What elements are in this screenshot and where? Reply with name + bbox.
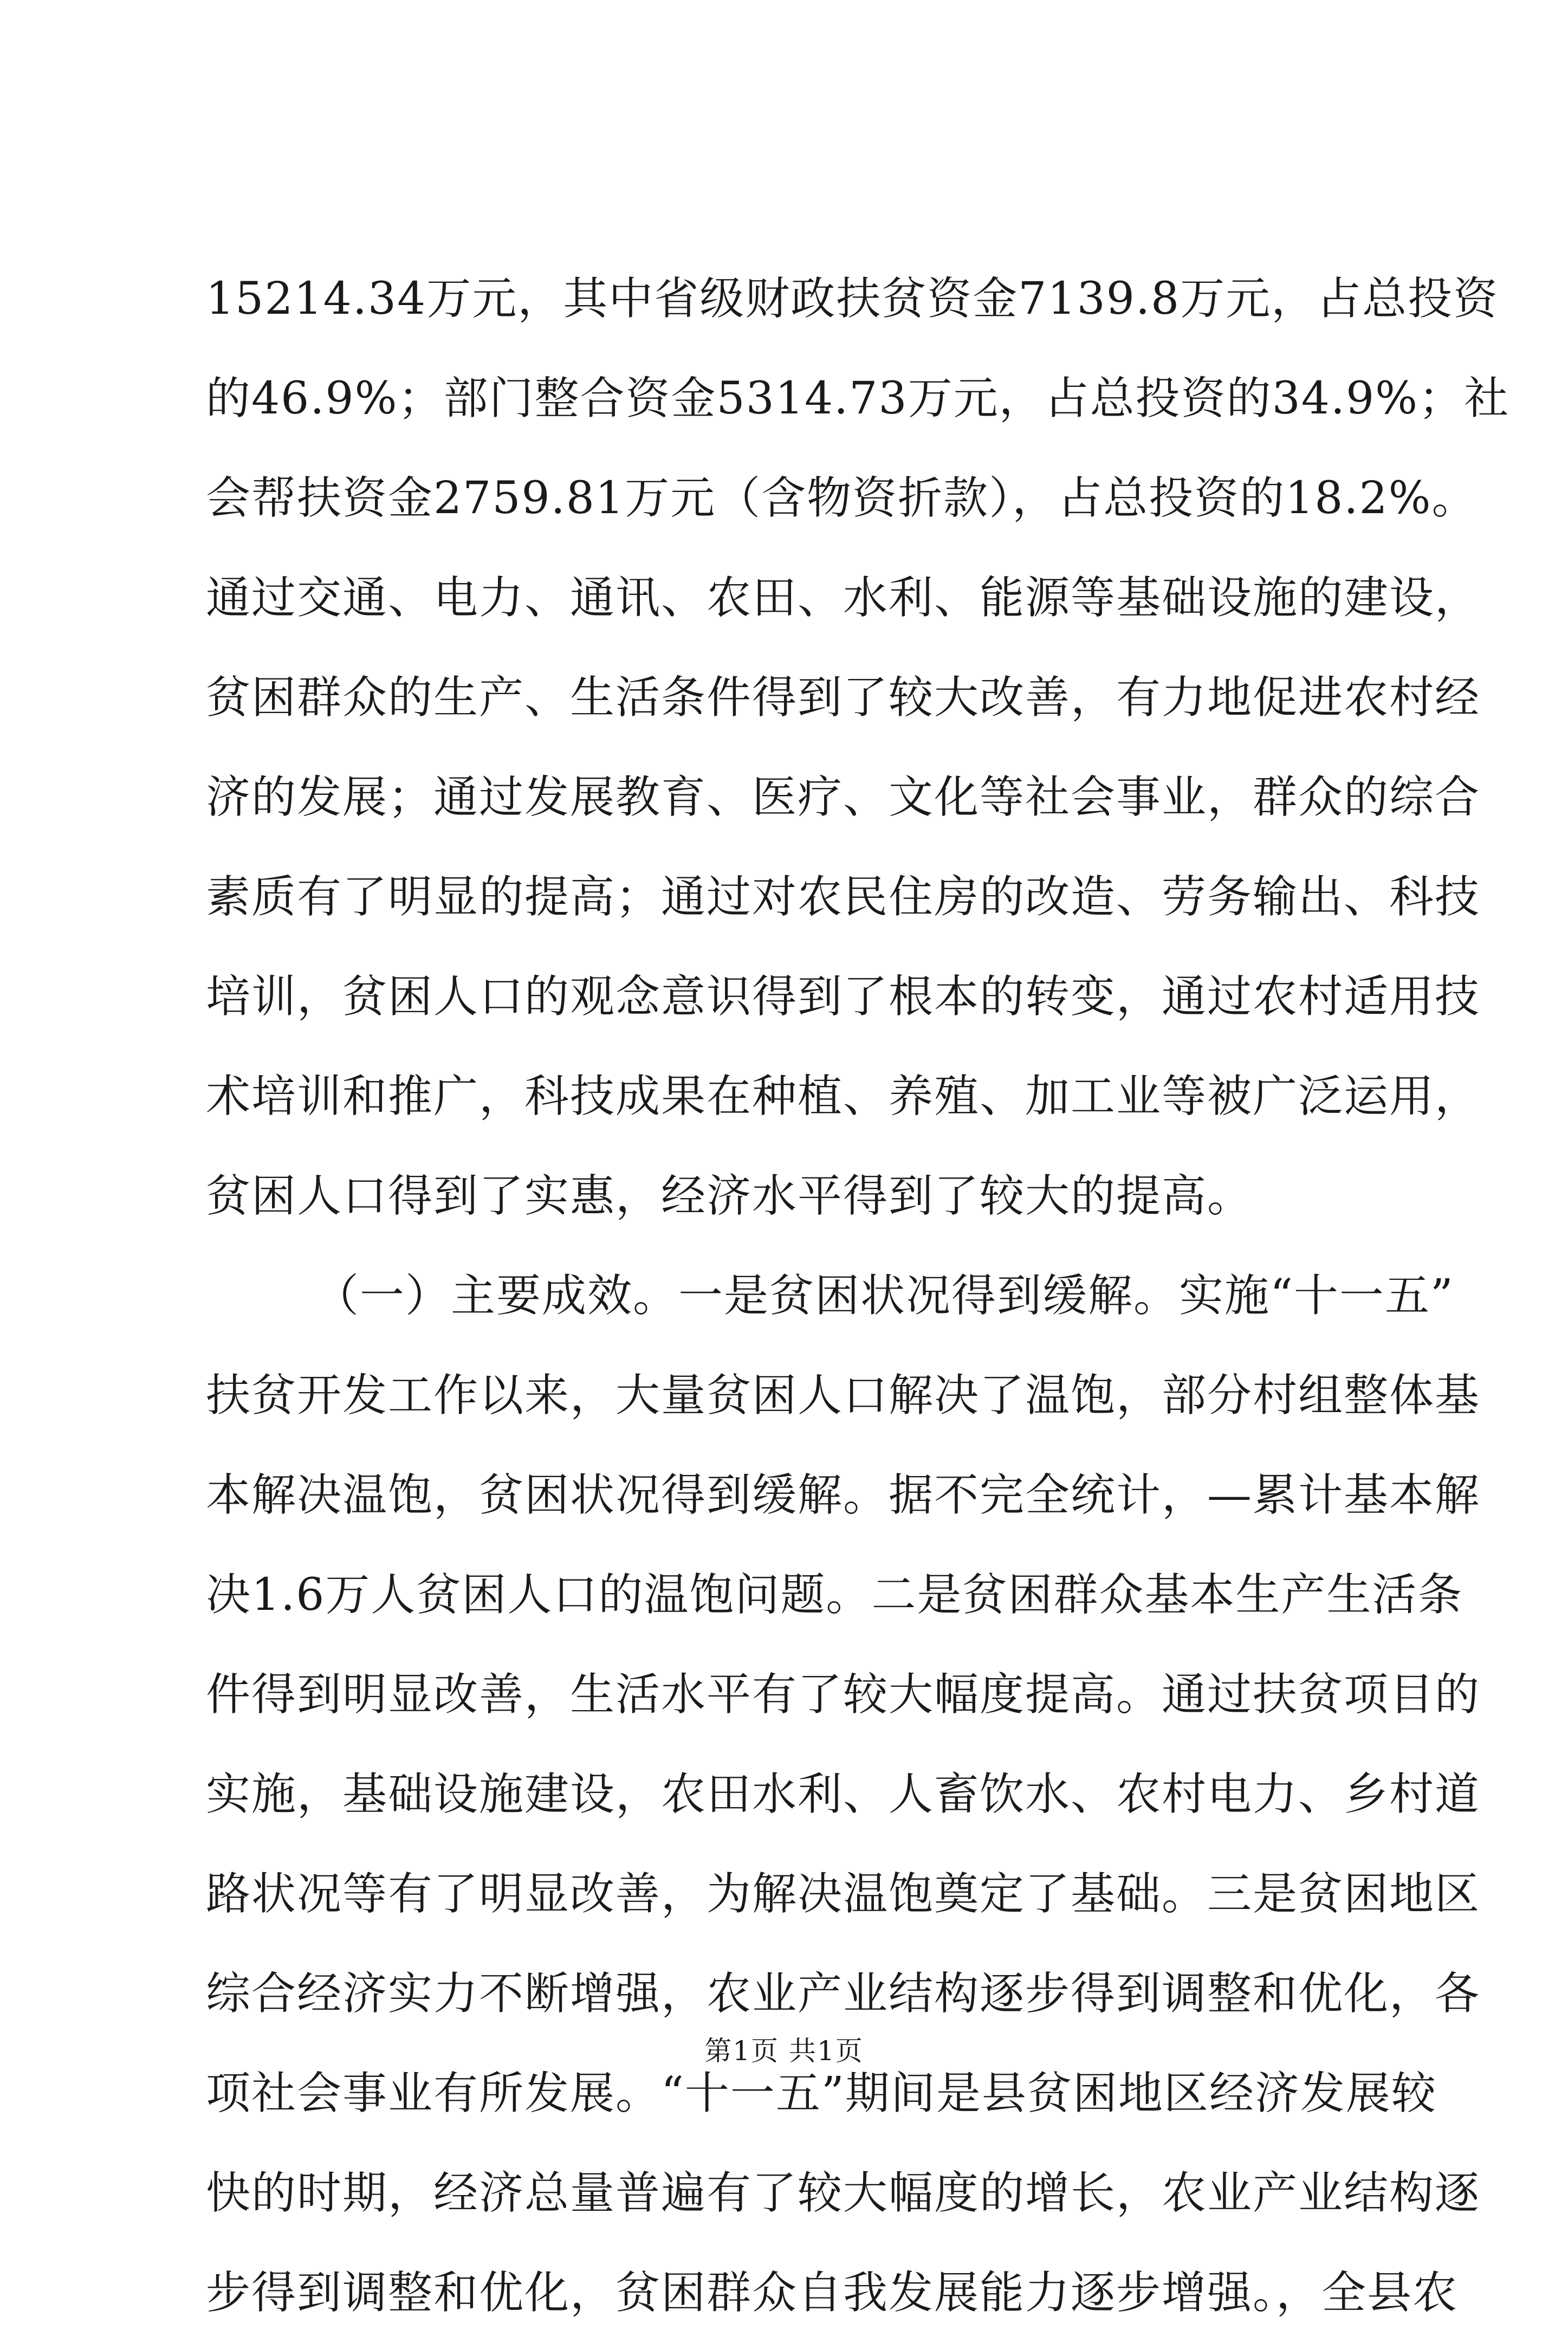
- page-number-label: 第1页 共1页: [704, 2035, 864, 2067]
- text-line-paragraph-start: （一）主要成效。一是贫困状况得到缓解。实施“十一五”: [314, 1270, 1454, 1322]
- text-line: 术培训和推广，科技成果在种植、养殖、加工业等被广泛运用，: [206, 1071, 1481, 1122]
- text-line: 培训，贫困人口的观念意识得到了根本的转变，通过农村适用技: [206, 971, 1481, 1022]
- text-line: 本解决温饱，贫困状况得到缓解。据不完全统计，—累计基本解: [206, 1470, 1481, 1521]
- text-line: 的46.9%；部门整合资金5314.73万元，占总投资的34.9%；社: [206, 373, 1510, 424]
- text-line: 通过交通、电力、通讯、农田、水利、能源等基础设施的建设，: [206, 572, 1481, 624]
- text-line: 扶贫开发工作以来，大量贫困人口解决了温饱，部分村组整体基: [206, 1370, 1481, 1421]
- text-line: 路状况等有了明显改善，为解决温饱奠定了基础。三是贫困地区: [206, 1868, 1481, 1920]
- text-line: 实施，基础设施建设，农田水利、人畜饮水、农村电力、乡村道: [206, 1769, 1481, 1820]
- text-line: 会帮扶资金2759.81万元（含物资折款），占总投资的18.2%。: [206, 473, 1478, 524]
- text-line: 济的发展；通过发展教育、医疗、文化等社会事业，群众的综合: [206, 772, 1481, 823]
- text-line: 贫困群众的生产、生活条件得到了较大改善，有力地促进农村经: [206, 672, 1481, 723]
- text-line: 步得到调整和优化，贫困群众自我发展能力逐步增强。，全县农: [206, 2267, 1459, 2319]
- text-line: 素质有了明显的提高；通过对农民住房的改造、劳务输出、科技: [206, 871, 1481, 923]
- page-footer: [0, 2029, 1568, 2068]
- text-line: 件得到明显改善，生活水平有了较大幅度提高。通过扶贫项目的: [206, 1669, 1481, 1720]
- text-line: 项社会事业有所发展。“十一五”期间是县贫困地区经济发展较: [206, 2068, 1437, 2119]
- text-line: 贫困人口得到了实惠，经济水平得到了较大的提高。: [206, 1170, 1253, 1222]
- text-line: 15214.34万元，其中省级财政扶贫资金7139.8万元，占总投资: [206, 273, 1499, 325]
- text-line: 快的时期，经济总量普遍有了较大幅度的增长，农业产业结构逐: [206, 2167, 1481, 2219]
- text-line: 综合经济实力不断增强，农业产业结构逐步得到调整和优化，各: [206, 1968, 1481, 2020]
- text-line: 决1.6万人贫困人口的温饱问题。二是贫困群众基本生产生活条: [206, 1569, 1463, 1621]
